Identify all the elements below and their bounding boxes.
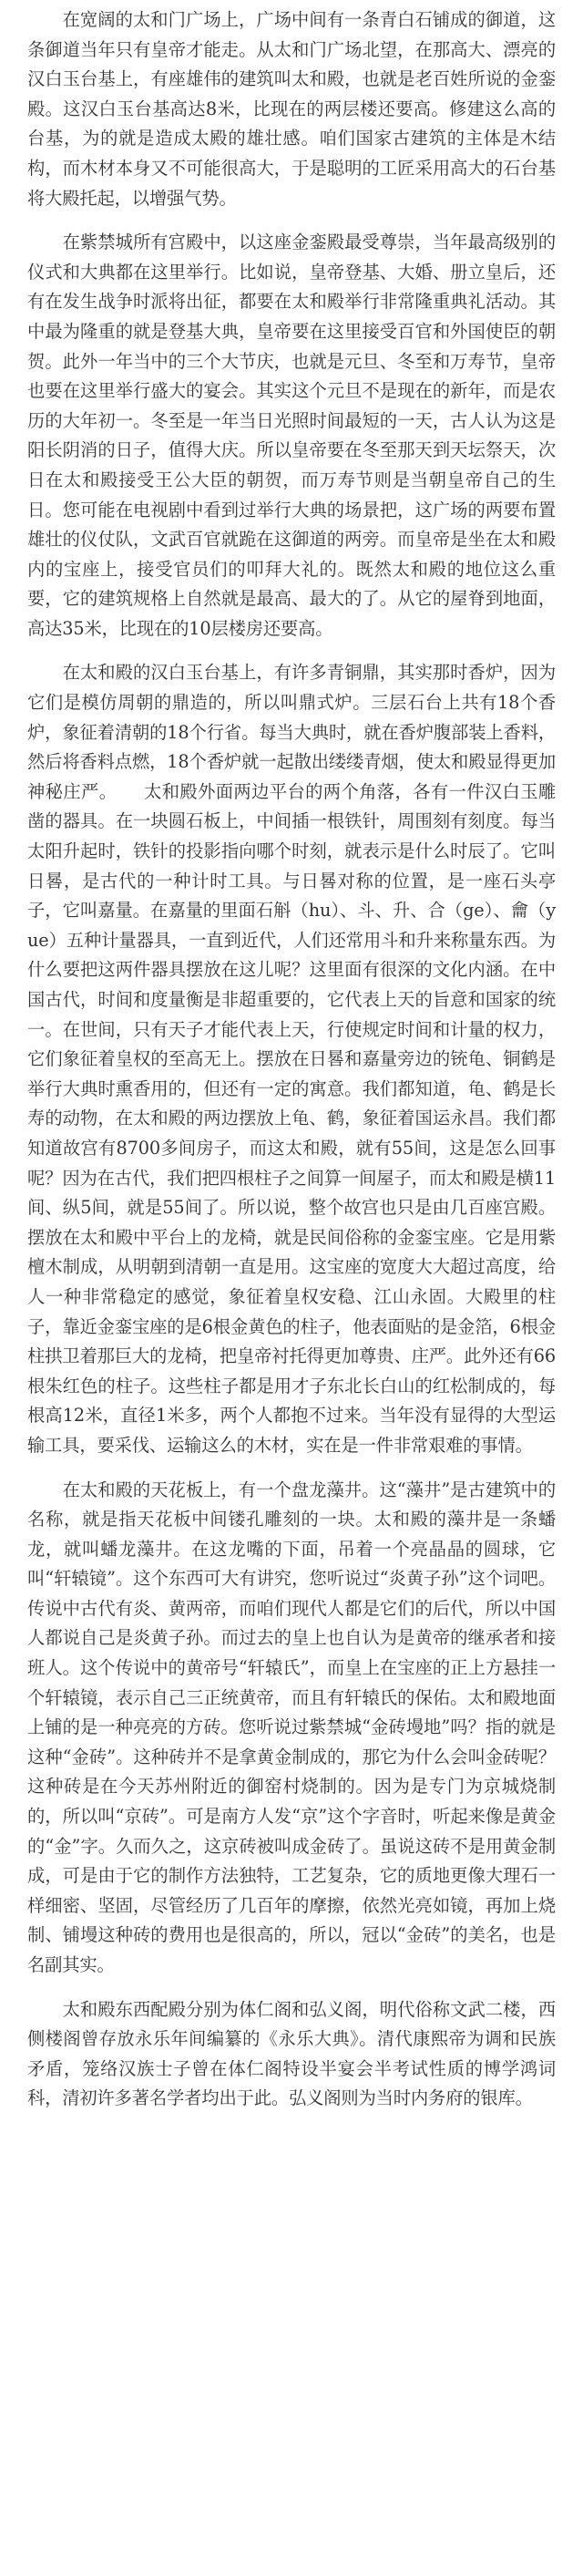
paragraph-side-halls: 太和殿东西配殿分别为体仁阁和弘义阁，明代俗称文武二楼，西侧楼阁曾存放永乐年间编纂的《永乐大典》。清代康熙帝为调和民族矛盾，笼络汉族士子曾在体仁阁特设半宴会半考试性质的博学鸿词科，清初许多著名学者均出于此。弘义阁则为当时内务府的银库。 [27, 1998, 556, 2109]
paragraph-ceremonies: 在紫禁城所有宫殿中，以这座金銮殿最受尊崇，当年最高级别的仪式和大典都在这里举行。比如说，皇帝登基、大婚、册立皇后，还有在发生战争时派将出征，都要在太和殿举行非常隆重典礼活动。其中最为隆重的就是登基大典，皇帝要在这里接受百官和外国使臣的朝贺。此外一年当中的三个大节庆，也就是元旦、冬至和万寿节，皇帝也要在这里举行盛大的宴会。其实这个元旦不是现在的新年，而是农历的大年初一。冬至是一年当日光照时间最短的一天，古人认为这是阳长阴消的日子，值得大庆。所以皇帝要在冬至那天到天坛祭天，次日在太和殿接受王公大臣的朝贺，而万寿节则是当朝皇帝自己的生日。您可能在电视剧中看到过举行大典的场景把，这广场的两要布置雄壮的仪仗队，文武百官就跪在这御道的两旁。而皇帝是坐在太和殿内的宝座上，接受官员们的叩拜大礼的。既然太和殿的地位这么重要，它的建筑规格上自然就是最高、最大的了。从它的屋脊到地面，高达35米，比现在的10层楼房还要高。 [27, 232, 556, 639]
paragraph-gap [27, 1461, 556, 1476]
paragraph-platform-objects: 在太和殿的汉白玉台基上，有许多青铜鼎，其实那时香炉，因为它们是模仿周朝的鼎造的，所以叫鼎式炉。三层石台上共有18个香炉，象征着清朝的18个行省。每当大典时，就在香炉腹部装上香料，然后将香料点燃，18个香炉就一起散出缕缕青烟，使太和殿显得更加神秘庄严。 太和殿外面两边平台的两个角落，各有一件汉白玉雕凿的器具。在一块圆石板上，中间插一根铁针，周围刻有刻度。每当太阳升起时，铁针的投影指向哪个时刻，就表示是什么时辰了。它叫日晷，是古代的一种计时工具。与日晷对称的位置，是一座石头亭子，它叫嘉量。在嘉量的里面石斛（hu）、斗、升、合（ge）、龠（yue）五种计量器具，一直到近代，人们还常用斗和升来称量东西。为什么要把这两件器具摆放在这儿呢？这里面有很深的文化内涵。在中国古代，时间和度量衡是非超重要的，它代表上天的旨意和国家的统一。在世间，只有天子才能代表上天，行使规定时间和计量的权力，它们象征着皇权的至高无上。摆放在日晷和嘉量旁边的铳龟、铜鹤是举行大典时熏香用的，但还有一定的寓意。我们都知道，龟、鹤是长寿的动物，在太和殿的两边摆放上龟、鹤，象征着国运永昌。我们都知道故宫有8700多间房子，而这太和殿，就有55间，这是怎么回事呢？因为在古代，我们把四根柱子之间算一间屋子，而太和殿是横11间、纵5间，就是55间了。所以说，整个故宫也只是由几百座宫殿。摆放在太和殿中平台上的龙椅，就是民间俗称的金銮宝座。它是用紫檀木制成，从明朝到清朝一直是用。这宝座的宽度大大超过高度，给人一种非常稳定的感觉，象征着皇权安稳、江山永固。大殿里的柱子，靠近金銮宝座的是6根金黄色的柱子，他表面贴的是金箔，6根金柱拱卫着那巨大的龙椅，把皇帝衬托得更加尊贵、庄严。此外还有66根朱红色的柱子。这些柱子都是用才子东北长白山的红松制成的，每根高12米，直径1米多，两个人都抱不过来。当年没有显得的大型运输工具，要采伐、运输这么的木材，实在是一件非常艰难的事情。 [27, 662, 556, 1456]
paragraph-gap [27, 644, 556, 658]
paragraph-gap [27, 213, 556, 228]
paragraph-gap [27, 1981, 556, 1995]
paragraph-caisson-and-bricks: 在太和殿的天花板上，有一个盘龙藻井。这“藻井”是古建筑中的名称，就是指天花板中间镂孔雕刻的一块。太和殿的藻井是一条蟠龙，就叫蟠龙藻井。在这龙嘴的下面，吊着一个亮晶晶的圆球，它叫“轩辕镜”。这个东西可大有讲究，您听说过“炎黄子孙”这个词吧。传说中古代有炎、黄两帝，而咱们现代人都是它们的后代，所以中国人都说自己是炎黄子孙。而过去的皇上也自认为是黄帝的继承者和接班人。这个传说中的黄帝号“轩辕氏”，而皇上在宝座的正上方悬挂一个轩辕镜，表示自己三正统黄帝，而且有轩辕氏的保佑。太和殿地面上铺的是一种亮亮的方砖。您听说过紫禁城“金砖墁地”吗？指的就是这种“金砖”。这种砖并不是拿黄金制成的，那它为什么会叫金砖呢？这种砖是在今天苏州附近的御窑村烧制的。因为是专门为京城烧制的，所以叫“京砖”。可是南方人发“京”这个字音时，听起来像是黄金的“金”字。久而久之，这京砖被叫成金砖了。虽说这砖不是用黄金制成，可是由于它的制作方法独特，工艺复杂，它的质地更像大理石一样细密、坚固，尽管经历了几百年的摩擦，依然光亮如镜，再加上烧制、铺墁这种砖的费用也是很高的，所以，冠以“金砖”的美名，也是名副其实。 [27, 1479, 556, 1975]
paragraph-taihe-square: 在宽阔的太和门广场上，广场中间有一条青白石铺成的御道，这条御道当年只有皇帝才能走。从太和门广场北望，在那高大、漂亮的汉白玉台基上，有座雄伟的建筑叫太和殿，也就是老百姓所说的金銮殿。这汉白玉台基高达8米，比现在的两层楼还要高。修建这么高的台基，为的就是造成太殿的雄壮感。咱们国家古建筑的主体是木结构，而木材本身又不可能很高大，于是聪明的工匠采用高大的石台基将大殿托起，以增强气势。 [27, 9, 556, 209]
